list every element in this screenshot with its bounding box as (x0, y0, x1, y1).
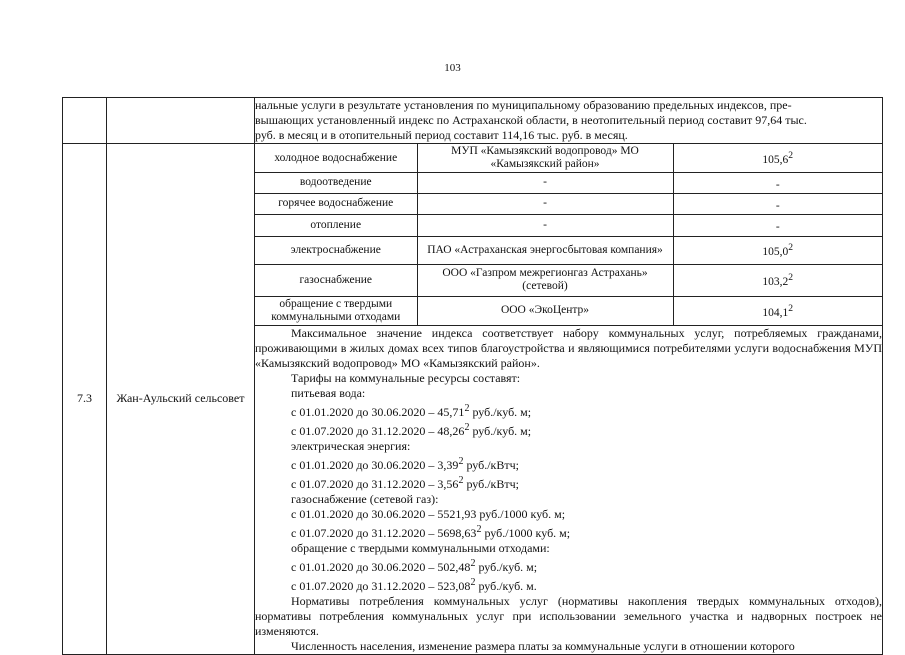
tariffs-heading: Тарифы на коммунальные ресурсы составят: (291, 370, 521, 385)
waste-heading: обращение с твердыми коммунальными отходами: (291, 540, 550, 555)
service-row (255, 144, 882, 173)
electric-tariff-1: с 01.01.2020 до 30.06.2020 – 3,39$^2$ руб./кВтч; (291, 455, 520, 472)
top-paragraph-line: вышающих установленный индекс по Астраханской области, в неотопительный период составит 97,64 тыс. (255, 113, 807, 127)
electric-tariff-2: с 01.07.2020 до 31.12.2020 – 3,56$^2$ руб./кВтч; (291, 474, 520, 491)
index-value: 105,6 (762, 153, 789, 166)
waste-tariff-2: с 01.07.2020 до 31.12.2020 – 523,08$^2$ руб./куб. м. (291, 576, 537, 593)
index-footnote: 2 (788, 272, 794, 284)
service-index (673, 214, 882, 236)
service-index (673, 193, 882, 214)
service-index (673, 173, 882, 194)
tariff-table (62, 97, 883, 655)
norms-paragraph: Нормативы потребления коммунальных услуг (нормативы накопления твердых коммунальных отходов), нормативы потребления коммунальных услуг при использовании земельного участка и надворных построек не изменяются. (255, 593, 882, 638)
service-name: холодное водоснабжение (255, 144, 417, 173)
empty-name-cell (107, 98, 255, 144)
service-provider: ООО «Газпром межрегионгаз Астрахань» (сетевой) (417, 264, 673, 296)
municipality-name: Жан-Аульский сельсовет (107, 144, 255, 655)
index-footnote: 2 (788, 150, 794, 162)
gas-tariff-2: с 01.07.2020 до 31.12.2020 – 5698,63$^2$ руб./1000 куб. м; (291, 523, 571, 540)
intro-paragraph: Максимальное значение индекса соответствует набору коммунальных услуг, потребляемых гражданами, проживающими в жилых домах всех типов благоустройства и являющимися потребителями услуги водоснабжения МУП «Камызякский водопровод» МО «Камызякский район». (255, 325, 882, 370)
service-row (255, 173, 882, 194)
service-name: водоотведение (255, 173, 417, 194)
service-name: горячее водоснабжение (255, 193, 417, 214)
services-cell (255, 144, 883, 326)
index-value: - (775, 221, 780, 234)
gas-heading: газоснабжение (сетевой газ): (291, 491, 439, 506)
service-name: газоснабжение (255, 264, 417, 296)
empty-number-cell (63, 98, 107, 144)
population-paragraph: Численность населения, изменение размера платы за коммунальные услуги в отношении которого (291, 638, 795, 653)
electric-heading: электрическая энергия: (291, 438, 411, 453)
service-name: электроснабжение (255, 236, 417, 264)
description-cell (255, 325, 883, 654)
service-index (673, 264, 882, 296)
service-provider: - (417, 193, 673, 214)
index-footnote: 2 (788, 242, 794, 254)
service-provider: - (417, 173, 673, 194)
service-index (673, 144, 882, 173)
service-name: обращение с твердыми коммунальными отходами (255, 296, 417, 325)
water-heading: питьевая вода: (291, 385, 366, 400)
water-tariff-2: с 01.07.2020 до 31.12.2020 – 48,26$^2$ руб./куб. м; (291, 421, 532, 438)
index-value: - (775, 178, 780, 191)
waste-tariff-1: с 01.01.2020 до 30.06.2020 – 502,48$^2$ руб./куб. м; (291, 557, 538, 574)
index-value: - (775, 199, 780, 212)
index-value: 105,0 (762, 246, 789, 259)
service-row (255, 264, 882, 296)
service-provider: ПАО «Астраханская энергосбытовая компания» (417, 236, 673, 264)
service-row (255, 193, 882, 214)
service-index (673, 296, 882, 325)
page-number: 103 (444, 62, 461, 74)
gas-tariff-1: с 01.01.2020 до 30.06.2020 – 5521,93 руб./1000 куб. м; (291, 506, 566, 521)
service-provider: ООО «ЭкоЦентр» (417, 296, 673, 325)
index-value: 103,2 (762, 276, 789, 289)
top-paragraph (255, 98, 883, 144)
service-row (255, 214, 882, 236)
service-provider: МУП «Камызякский водопровод» МО «Камызякский район» (417, 144, 673, 173)
top-paragraph-line: нальные услуги в результате установления по муниципальному образованию предельных индексов, пре- (255, 98, 792, 112)
municipality-row (63, 144, 883, 326)
service-name: отопление (255, 214, 417, 236)
services-table (255, 144, 882, 325)
index-value: 104,1 (762, 306, 789, 319)
top-paragraph-line: руб. в месяц и в отопительный период составит 114,16 тыс. руб. в месяц. (255, 128, 628, 142)
continuation-row (63, 98, 883, 144)
service-provider: - (417, 214, 673, 236)
row-number: 7.3 (63, 144, 107, 655)
service-row (255, 236, 882, 264)
index-footnote: 2 (788, 302, 794, 314)
service-index (673, 236, 882, 264)
service-row (255, 296, 882, 325)
water-tariff-1: с 01.01.2020 до 30.06.2020 – 45,71$^2$ руб./куб. м; (291, 402, 532, 419)
